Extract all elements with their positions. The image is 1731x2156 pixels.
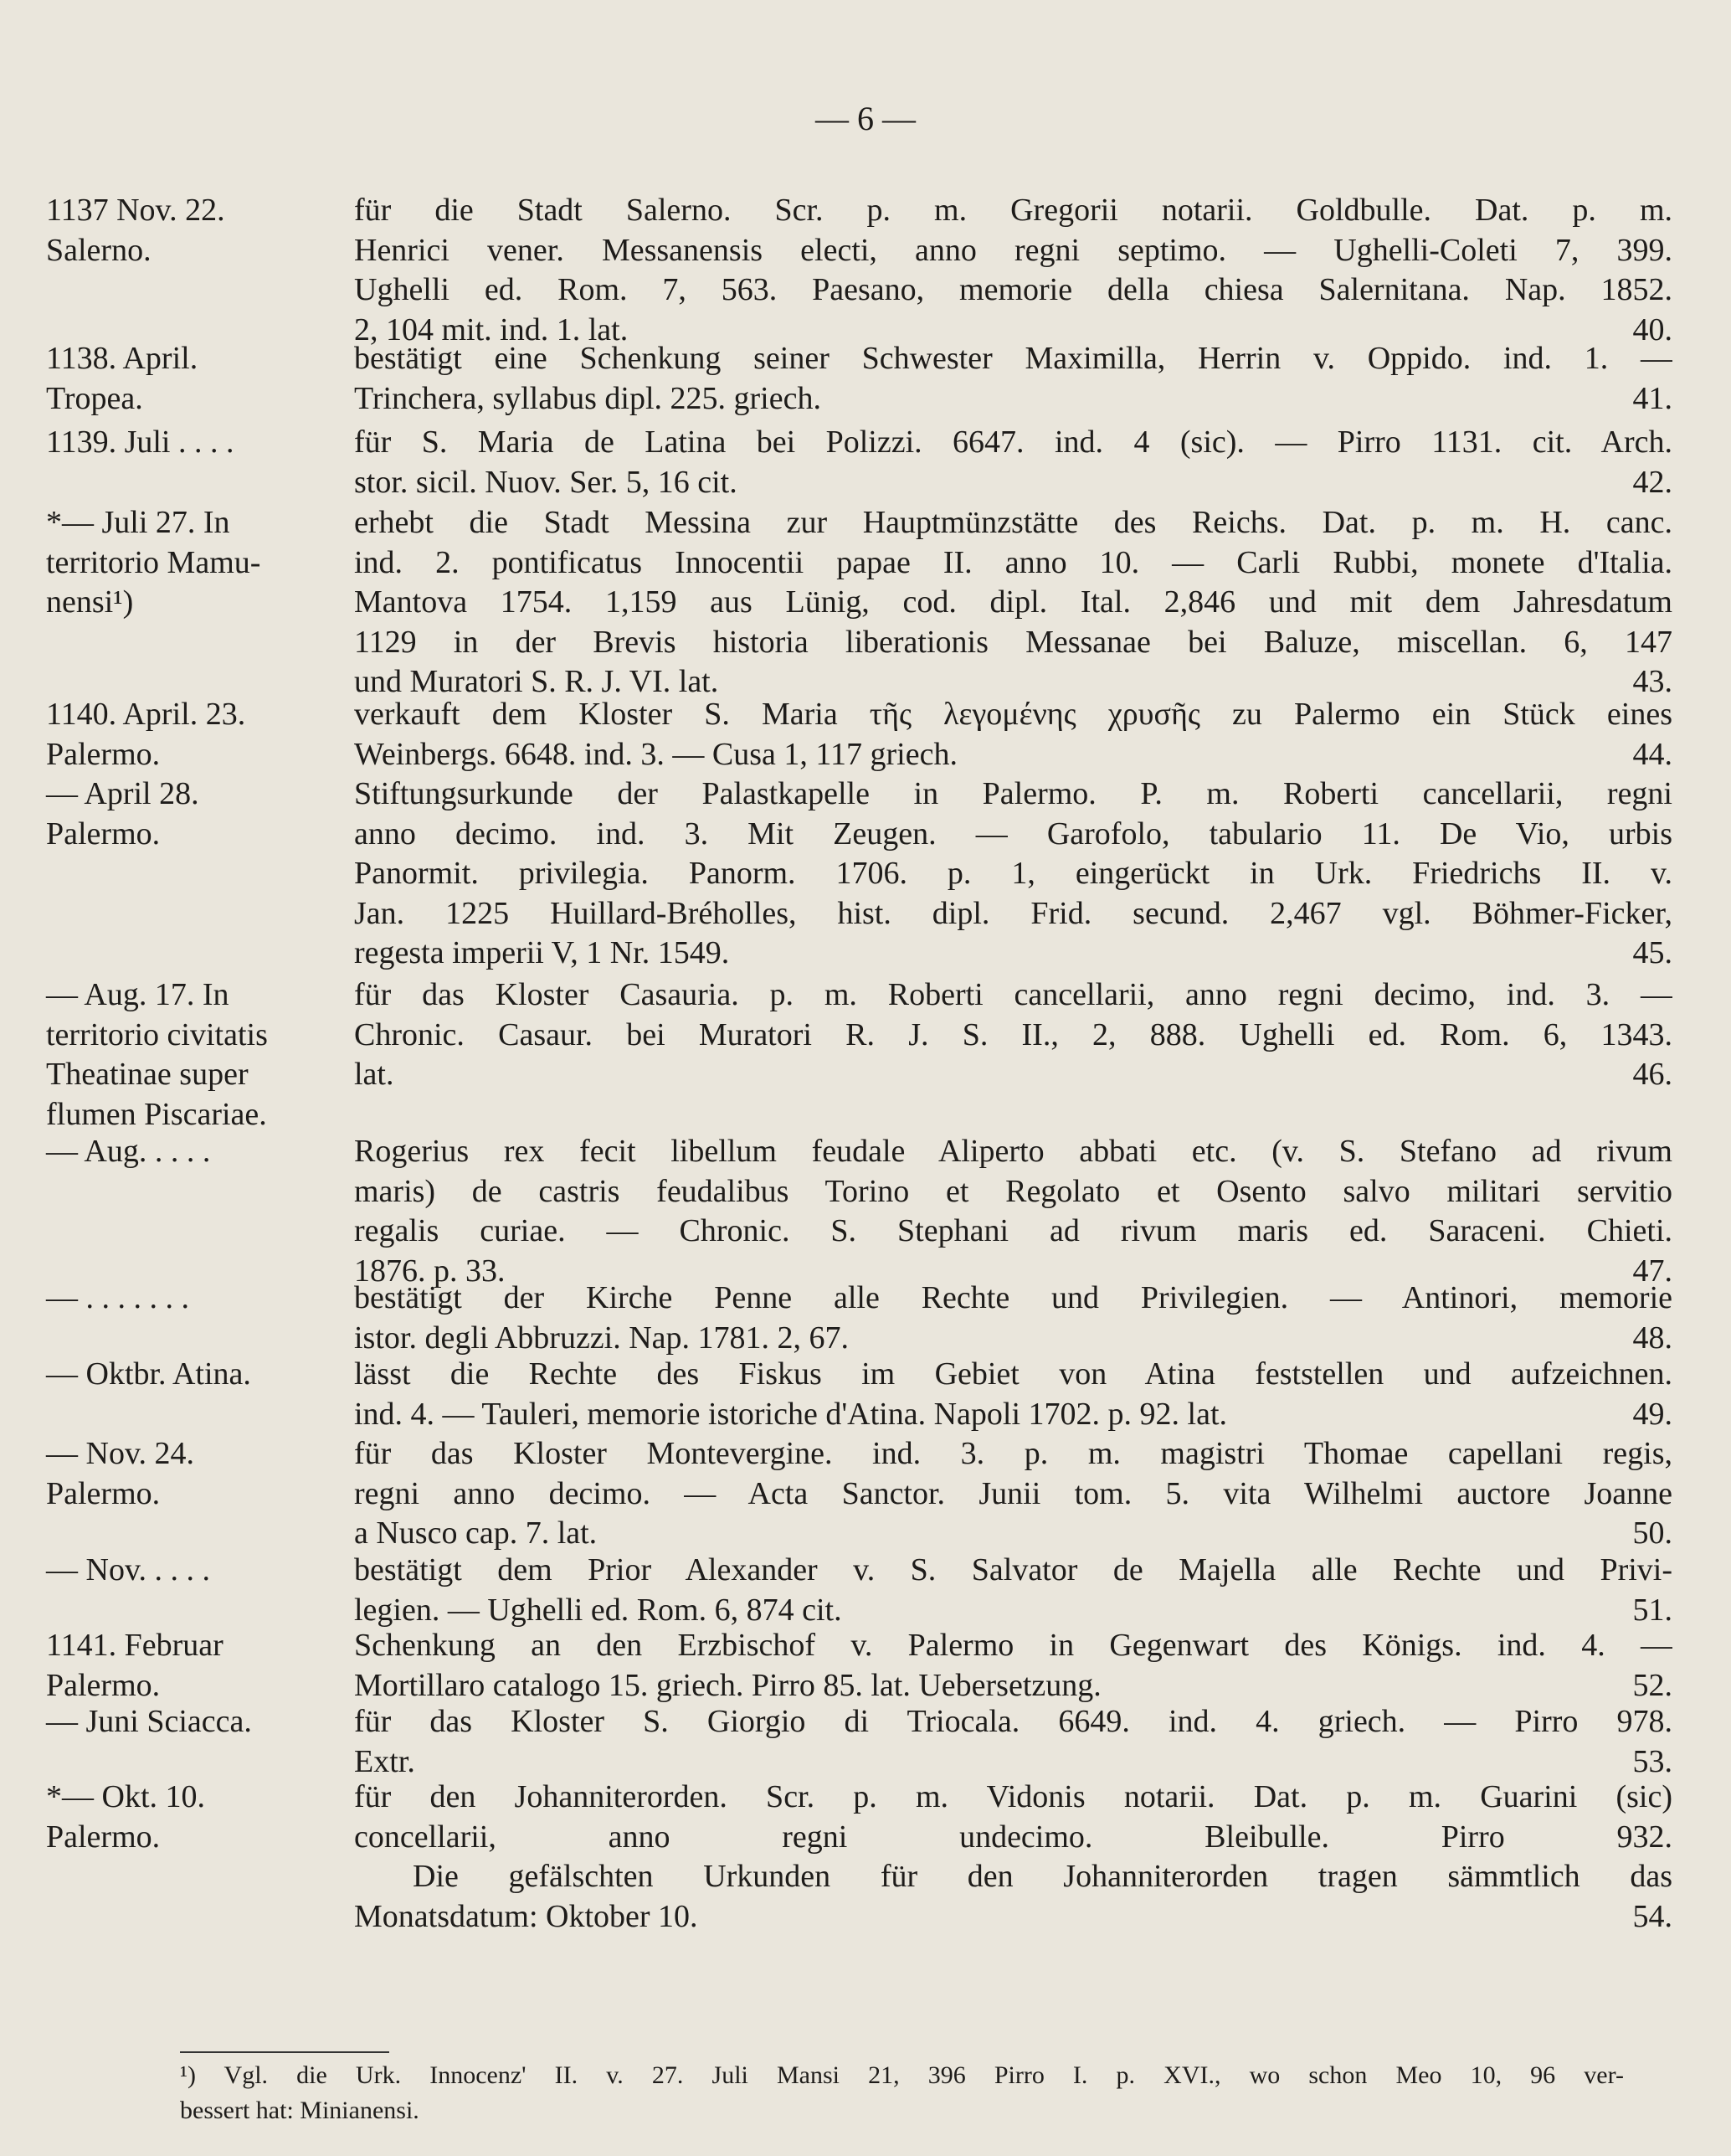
regest-last-line bbox=[354, 379, 1672, 419]
regest-last-line bbox=[354, 1514, 1672, 1554]
date-place-line: Tropea. bbox=[46, 380, 143, 416]
date-place-line: 1137 Nov. 22. bbox=[46, 193, 225, 228]
regest-last-line bbox=[354, 463, 1672, 503]
regest-line: Henrici vener. Messanensis electi, anno regni septimo. — Ughelli-Coleti 7, 399. bbox=[354, 232, 1672, 268]
regest-line: erhebt die Stadt Messina zur Hauptmünzstätte des Reichs. Dat. p. m. H. canc. bbox=[354, 505, 1672, 540]
regest-line: regesta imperii V, 1 Nr. 1549. bbox=[354, 935, 730, 970]
regest-last-line bbox=[354, 1666, 1672, 1706]
regest-text bbox=[354, 695, 1672, 774]
footnote-line: ¹) Vgl. die Urk. Innocenz' II. v. 27. Juli Mansi 21, 396 Pirro I. p. XVI., wo schon Meo 10, 96 ver- bbox=[180, 2061, 1624, 2089]
date-place-column bbox=[46, 1702, 343, 1742]
footnote-line: bessert hat: Minianensi. bbox=[180, 2097, 419, 2124]
regest-number: 50. bbox=[1632, 1515, 1672, 1551]
regest-line: bestätigt der Kirche Penne alle Rechte und Privilegien. — Antinori, memorie bbox=[354, 1280, 1672, 1315]
regest-line: für das Kloster Montevergine. ind. 3. p. m. magistri Thomae capellani regis, bbox=[354, 1436, 1672, 1471]
regest-last-line bbox=[354, 735, 1672, 775]
date-place-line: Salerno. bbox=[46, 232, 152, 268]
footnote-rule bbox=[180, 2051, 389, 2053]
regest-last-line bbox=[354, 1055, 1672, 1095]
date-place-column bbox=[46, 503, 343, 623]
date-place-line: Palermo. bbox=[46, 736, 161, 772]
date-place-line: — Aug. . . . . bbox=[46, 1134, 211, 1169]
regest-line: lat. bbox=[354, 1057, 394, 1092]
regest-line: regni anno decimo. — Acta Sanctor. Junii tom. 5. vita Wilhelmi auctore Joanne bbox=[354, 1475, 1672, 1511]
date-place-line: 1141. Februar bbox=[46, 1628, 223, 1663]
date-place-line: flumen Piscariae. bbox=[46, 1096, 267, 1132]
regest-number: 54. bbox=[1632, 1898, 1672, 1934]
footnote bbox=[180, 2058, 1624, 2128]
regest-line: Schenkung an den Erzbischof v. Palermo in Gegenwart des Königs. ind. 4. — bbox=[354, 1628, 1672, 1663]
date-place-line: Palermo. bbox=[46, 1667, 161, 1703]
date-place-line: Theatinae super bbox=[46, 1057, 249, 1092]
date-place-line: *— Okt. 10. bbox=[46, 1779, 205, 1814]
regest-line: 2, 104 mit. ind. 1. lat. bbox=[354, 311, 629, 347]
regest-line: anno decimo. ind. 3. Mit Zeugen. — Garofolo, tabulario 11. De Vio, urbis bbox=[354, 816, 1672, 852]
regest-number: 49. bbox=[1632, 1396, 1672, 1432]
regest-text bbox=[354, 774, 1672, 974]
date-place-column bbox=[46, 774, 343, 854]
regest-line: Ughelli ed. Rom. 7, 563. Paesano, memorie della chiesa Salernitana. Nap. 1852. bbox=[354, 272, 1672, 307]
date-place-line: — April 28. bbox=[46, 776, 199, 811]
regest-number: 53. bbox=[1632, 1743, 1672, 1779]
regest-number: 44. bbox=[1632, 736, 1672, 772]
regest-line: legien. — Ughelli ed. Rom. 6, 874 cit. bbox=[354, 1592, 842, 1628]
regest-number: 52. bbox=[1632, 1667, 1672, 1703]
date-place-line: territorio civitatis bbox=[46, 1016, 268, 1052]
regest-text bbox=[354, 503, 1672, 702]
regest-text bbox=[354, 339, 1672, 419]
date-place-line: *— Juli 27. In bbox=[46, 505, 230, 540]
regest-line: für den Johanniterorden. Scr. p. m. Vidonis notarii. Dat. p. m. Guarini (sic) bbox=[354, 1779, 1672, 1814]
regest-line: istor. degli Abbruzzi. Nap. 1781. 2, 67. bbox=[354, 1320, 850, 1356]
date-place-column bbox=[46, 191, 343, 270]
regest-number: 48. bbox=[1632, 1320, 1672, 1356]
date-place-line: — Nov. . . . . bbox=[46, 1552, 210, 1587]
date-place-line: — Nov. 24. bbox=[46, 1436, 194, 1471]
regest-line: Jan. 1225 Huillard-Bréholles, hist. dipl. Frid. secund. 2,467 vgl. Böhmer-Ficker, bbox=[354, 895, 1672, 931]
regest-text bbox=[354, 1355, 1672, 1434]
regest-last-line bbox=[354, 1897, 1672, 1937]
date-place-column bbox=[46, 1355, 343, 1395]
regest-number: 42. bbox=[1632, 464, 1672, 500]
regest-line: bestätigt eine Schenkung seiner Schwester Maximilla, Herrin v. Oppido. ind. 1. — bbox=[354, 341, 1672, 376]
regest-line: Panormit. privilegia. Panorm. 1706. p. 1, eingerückt in Urk. Friedrichs II. v. bbox=[354, 856, 1672, 891]
date-place-line: Palermo. bbox=[46, 816, 161, 852]
date-place-line: territorio Mamu- bbox=[46, 544, 261, 580]
regest-last-line bbox=[354, 1742, 1672, 1783]
date-place-line: — Aug. 17. In bbox=[46, 977, 229, 1012]
regest-line: bestätigt dem Prior Alexander v. S. Salvator de Majella alle Rechte und Privi- bbox=[354, 1552, 1672, 1587]
date-place-line: Palermo. bbox=[46, 1819, 161, 1855]
regest-text bbox=[354, 1132, 1672, 1291]
regest-line: für die Stadt Salerno. Scr. p. m. Gregorii notarii. Goldbulle. Dat. p. m. bbox=[354, 193, 1672, 228]
date-place-line: nensi¹) bbox=[46, 584, 134, 620]
regest-line: ind. 2. pontificatus Innocentii papae II. anno 10. — Carli Rubbi, monete d'Italia. bbox=[354, 544, 1672, 580]
regest-text bbox=[354, 1778, 1672, 1937]
regest-text bbox=[354, 1702, 1672, 1782]
regest-text bbox=[354, 975, 1672, 1095]
regest-line: Monatsdatum: Oktober 10. bbox=[354, 1898, 698, 1934]
regest-line: 1129 in der Brevis historia liberationis Messanae bei Baluze, miscellan. 6, 147 bbox=[354, 624, 1672, 660]
regest-line: Mortillaro catalogo 15. griech. Pirro 85. lat. Uebersetzung. bbox=[354, 1667, 1102, 1703]
date-place-line: — Oktbr. Atina. bbox=[46, 1356, 251, 1392]
regest-text bbox=[354, 1279, 1672, 1358]
regest-number: 40. bbox=[1632, 311, 1672, 347]
regest-line: maris) de castris feudalibus Torino et Regolato et Osento salvo militari servitio bbox=[354, 1173, 1672, 1209]
date-place-column bbox=[46, 339, 343, 419]
regest-line: 1876. p. 33. bbox=[354, 1253, 506, 1289]
regest-last-line bbox=[354, 1319, 1672, 1359]
regest-line: Chronic. Casaur. bei Muratori R. J. S. II., 2, 888. Ughelli ed. Rom. 6, 1343. bbox=[354, 1016, 1672, 1052]
date-place-column bbox=[46, 1434, 343, 1514]
regest-text bbox=[354, 191, 1672, 350]
date-place-column bbox=[46, 423, 343, 463]
date-place-line: 1140. April. 23. bbox=[46, 697, 246, 732]
regest-line: Trinchera, syllabus dipl. 225. griech. bbox=[354, 380, 821, 416]
regest-text bbox=[354, 1434, 1672, 1554]
regest-line: regalis curiae. — Chronic. S. Stephani ad rivum maris ed. Saraceni. Chieti. bbox=[354, 1213, 1672, 1248]
date-place-line: Palermo. bbox=[46, 1475, 161, 1511]
regest-line: für S. Maria de Latina bei Polizzi. 6647. ind. 4 (sic). — Pirro 1131. cit. Arch. bbox=[354, 425, 1672, 460]
regest-number: 43. bbox=[1632, 664, 1672, 699]
date-place-line: 1138. April. bbox=[46, 341, 198, 376]
regest-line: Mantova 1754. 1,159 aus Lünig, cod. dipl. Ital. 2,846 und mit dem Jahresdatum bbox=[354, 584, 1672, 620]
date-place-column bbox=[46, 975, 343, 1135]
regest-last-line bbox=[354, 1591, 1672, 1631]
regest-line: Weinbergs. 6648. ind. 3. — Cusa 1, 117 griech. bbox=[354, 736, 958, 772]
regest-line: lässt die Rechte des Fiskus im Gebiet von Atina feststellen und aufzeichnen. bbox=[354, 1356, 1672, 1392]
regest-number: 46. bbox=[1632, 1057, 1672, 1092]
regest-text bbox=[354, 1626, 1672, 1706]
date-place-column bbox=[46, 1778, 343, 1857]
regest-number: 47. bbox=[1632, 1253, 1672, 1289]
regest-last-line bbox=[354, 934, 1672, 974]
date-place-column bbox=[46, 1132, 343, 1172]
regest-number: 41. bbox=[1632, 380, 1672, 416]
regest-last-line bbox=[354, 1395, 1672, 1435]
regest-line: Stiftungsurkunde der Palastkapelle in Palermo. P. m. Roberti cancellarii, regni bbox=[354, 776, 1672, 811]
regest-text bbox=[354, 1551, 1672, 1630]
date-place-column bbox=[46, 695, 343, 774]
regest-line: a Nusco cap. 7. lat. bbox=[354, 1515, 598, 1551]
regest-line: stor. sicil. Nuov. Ser. 5, 16 cit. bbox=[354, 464, 737, 500]
regest-note-line: Die gefälschten Urkunden für den Johanniterorden tragen sämmtlich das bbox=[413, 1859, 1672, 1894]
date-place-column bbox=[46, 1279, 343, 1319]
date-place-line: 1139. Juli . . . . bbox=[46, 425, 234, 460]
regest-line: für das Kloster Casauria. p. m. Roberti cancellarii, anno regni decimo, ind. 3. — bbox=[354, 977, 1672, 1012]
date-place-line: — Juni Sciacca. bbox=[46, 1704, 252, 1739]
regest-line: und Muratori S. R. J. VI. lat. bbox=[354, 664, 719, 699]
regest-text bbox=[354, 423, 1672, 502]
regest-line: verkauft dem Kloster S. Maria τῆς λεγομένης χρυσῆς zu Palermo ein Stück eines bbox=[354, 697, 1672, 732]
regest-line: Rogerius rex fecit libellum feudale Aliperto abbati etc. (v. S. Stefano ad rivum bbox=[354, 1134, 1672, 1169]
regest-number: 51. bbox=[1632, 1592, 1672, 1628]
regest-line: concellarii, anno regni undecimo. Bleibulle. Pirro 932. bbox=[354, 1819, 1672, 1855]
date-place-column bbox=[46, 1626, 343, 1706]
page-number: — 6 — bbox=[815, 100, 916, 137]
regest-line: ind. 4. — Tauleri, memorie istoriche d'Atina. Napoli 1702. p. 92. lat. bbox=[354, 1396, 1228, 1432]
date-place-column bbox=[46, 1551, 343, 1591]
date-place-line: — . . . . . . . bbox=[46, 1280, 189, 1315]
regest-line: für das Kloster S. Giorgio di Triocala. 6649. ind. 4. griech. — Pirro 978. bbox=[354, 1704, 1672, 1739]
regest-line: Extr. bbox=[354, 1743, 415, 1779]
regest-number: 45. bbox=[1632, 935, 1672, 970]
